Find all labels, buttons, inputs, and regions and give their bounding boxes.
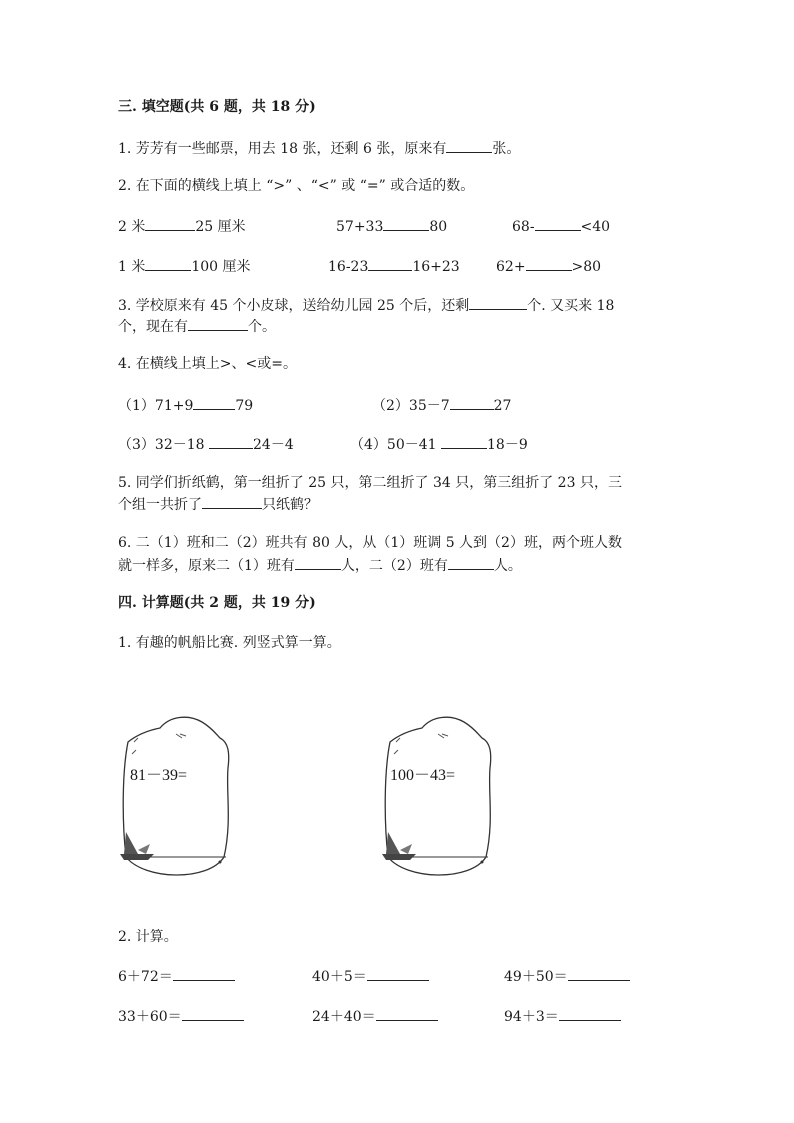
answer-blank[interactable] xyxy=(383,216,429,231)
q2-row2-item2 xyxy=(328,256,460,276)
dot xyxy=(481,861,484,864)
calc-row1-item1 xyxy=(118,966,235,986)
calc-row2-item1 xyxy=(118,1006,244,1026)
sail-icon xyxy=(386,832,400,854)
q2-expr-right: >80 xyxy=(571,259,602,275)
question-6-line1: 6. 二（1）班和二（2）班共有 80 人，从（1）班调 5 人到（2）班，两个班人数 xyxy=(118,535,622,551)
q2-expr-left: 57+33 xyxy=(336,219,384,235)
q2-row2-item1 xyxy=(118,256,251,276)
question-6-line2 xyxy=(118,555,522,575)
calc-row2-item3 xyxy=(504,1006,621,1026)
wave-marks xyxy=(394,734,448,754)
q4-expr-left: （1）71+9 xyxy=(118,398,194,414)
q5-text: 个组一共折了 xyxy=(118,497,202,513)
q2-row1-item3 xyxy=(512,216,610,236)
answer-blank[interactable] xyxy=(376,1006,438,1021)
boat-expression-2: 100－43= xyxy=(390,767,456,784)
calc-row1-item3 xyxy=(504,966,630,986)
answer-blank[interactable] xyxy=(188,316,248,331)
answer-blank[interactable] xyxy=(526,256,572,271)
q2-row1-item2 xyxy=(336,216,447,236)
q4-expr-right: 18－9 xyxy=(487,437,528,453)
sailboat-card-2 xyxy=(378,712,504,882)
answer-blank[interactable] xyxy=(441,434,487,449)
sail-icon xyxy=(138,844,150,854)
calc-expression: 40＋5＝ xyxy=(312,969,367,985)
q5-text-end: 只纸鹤？ xyxy=(262,497,318,513)
question-3-line1 xyxy=(118,295,614,315)
q3-text: 个，现在有 xyxy=(118,319,188,335)
section4-heading: 四. 计算题(共 2 题，共 19 分) xyxy=(118,595,316,611)
q4-item1 xyxy=(118,395,253,415)
question-1 xyxy=(118,138,520,158)
q2-expr-right: 25 厘米 xyxy=(195,219,246,235)
q2-expr-left: 2 米 xyxy=(118,219,146,235)
calc-expression: 94＋3＝ xyxy=(504,1009,559,1025)
hull-icon xyxy=(120,854,154,860)
q2-expr-left: 16-23 xyxy=(328,259,369,275)
calc-row1-item2 xyxy=(312,966,429,986)
calc-question-1-text: 1. 有趣的帆船比赛. 列竖式算一算。 xyxy=(118,635,341,651)
answer-blank[interactable] xyxy=(193,395,235,410)
q6-text-end: 人。 xyxy=(493,558,522,574)
q2-expr-right: 100 厘米 xyxy=(191,259,251,275)
q4-expr-left: （3）32－18 xyxy=(118,437,205,453)
q2-expr-left: 1 米 xyxy=(118,259,146,275)
answer-blank[interactable] xyxy=(295,555,341,570)
q4-expr-right: 24－4 xyxy=(253,437,294,453)
answer-blank[interactable] xyxy=(202,494,262,509)
question-3-line2 xyxy=(118,316,276,336)
question-5-line1: 5. 同学们折纸鹤，第一组折了 25 只，第二组折了 34 只，第三组折了 23 只，三 xyxy=(118,475,622,491)
q2-expr-right: 16+23 xyxy=(412,259,460,275)
answer-blank[interactable] xyxy=(446,138,492,153)
dot xyxy=(219,861,222,864)
q2-expr-right: 80 xyxy=(429,219,448,235)
q6-text-mid: 人，二（2）班有 xyxy=(340,558,448,574)
q4-item4 xyxy=(350,434,528,454)
q4-expr-right: 79 xyxy=(235,398,254,414)
calc-expression: 6＋72＝ xyxy=(118,969,173,985)
calc-expression: 49＋50＝ xyxy=(504,969,568,985)
answer-blank[interactable] xyxy=(368,256,412,271)
sail-icon xyxy=(400,844,412,854)
q3-text: 3. 学校原来有 45 个小皮球，送给幼儿园 25 个后，还剩 xyxy=(118,298,470,314)
q2-row1-item1 xyxy=(118,216,246,236)
answer-blank[interactable] xyxy=(145,216,195,231)
boat-expression-1: 81－39= xyxy=(130,767,188,784)
q4-expr-right: 27 xyxy=(493,398,512,414)
answer-blank[interactable] xyxy=(182,1006,244,1021)
q4-expr-left: （4）50－41 xyxy=(350,437,437,453)
hull-icon xyxy=(382,854,416,860)
question-2-text: 2. 在下面的横线上填上 “>” 、“<” 或 “=” 或合适的数。 xyxy=(118,178,475,194)
q4-item2 xyxy=(372,395,511,415)
answer-blank[interactable] xyxy=(209,434,253,449)
question-4-text: 4. 在横线上填上>、<或=。 xyxy=(118,356,297,372)
calc-row2-item2 xyxy=(312,1006,438,1026)
answer-blank[interactable] xyxy=(173,966,235,981)
sail-icon xyxy=(124,832,138,854)
calc-question-2-text: 2. 计算。 xyxy=(118,929,178,945)
calc-expression: 33＋60＝ xyxy=(118,1009,182,1025)
answer-blank[interactable] xyxy=(535,216,581,231)
question-5-line2 xyxy=(118,494,318,514)
q6-text: 就一样多，原来二（1）班有 xyxy=(118,558,295,574)
q2-expr-left: 68- xyxy=(512,219,535,235)
question-1-text-end: 张。 xyxy=(492,141,521,157)
q3-text-end: 个. 又买来 18 xyxy=(527,298,615,314)
answer-blank[interactable] xyxy=(568,966,630,981)
card-outline xyxy=(385,717,491,857)
q2-expr-left: 62+ xyxy=(496,259,526,275)
q4-expr-left: （2）35－7 xyxy=(372,398,450,414)
answer-blank[interactable] xyxy=(145,256,191,271)
answer-blank[interactable] xyxy=(469,295,527,310)
answer-blank[interactable] xyxy=(450,395,494,410)
section3-heading: 三. 填空题(共 6 题，共 18 分) xyxy=(118,99,316,115)
card-outline xyxy=(123,717,229,857)
answer-blank[interactable] xyxy=(448,555,494,570)
q4-item3 xyxy=(118,434,294,454)
q3-text-end: 个。 xyxy=(248,319,276,335)
q2-row2-item3 xyxy=(496,256,601,276)
wave-marks xyxy=(132,734,186,754)
sailboat-card-1 xyxy=(116,712,242,882)
calc-expression: 24＋40＝ xyxy=(312,1009,376,1025)
answer-blank[interactable] xyxy=(559,1006,621,1021)
q2-expr-right: <40 xyxy=(580,219,611,235)
answer-blank[interactable] xyxy=(367,966,429,981)
question-1-text: 1. 芳芳有一些邮票，用去 18 张，还剩 6 张，原来有 xyxy=(118,141,447,157)
